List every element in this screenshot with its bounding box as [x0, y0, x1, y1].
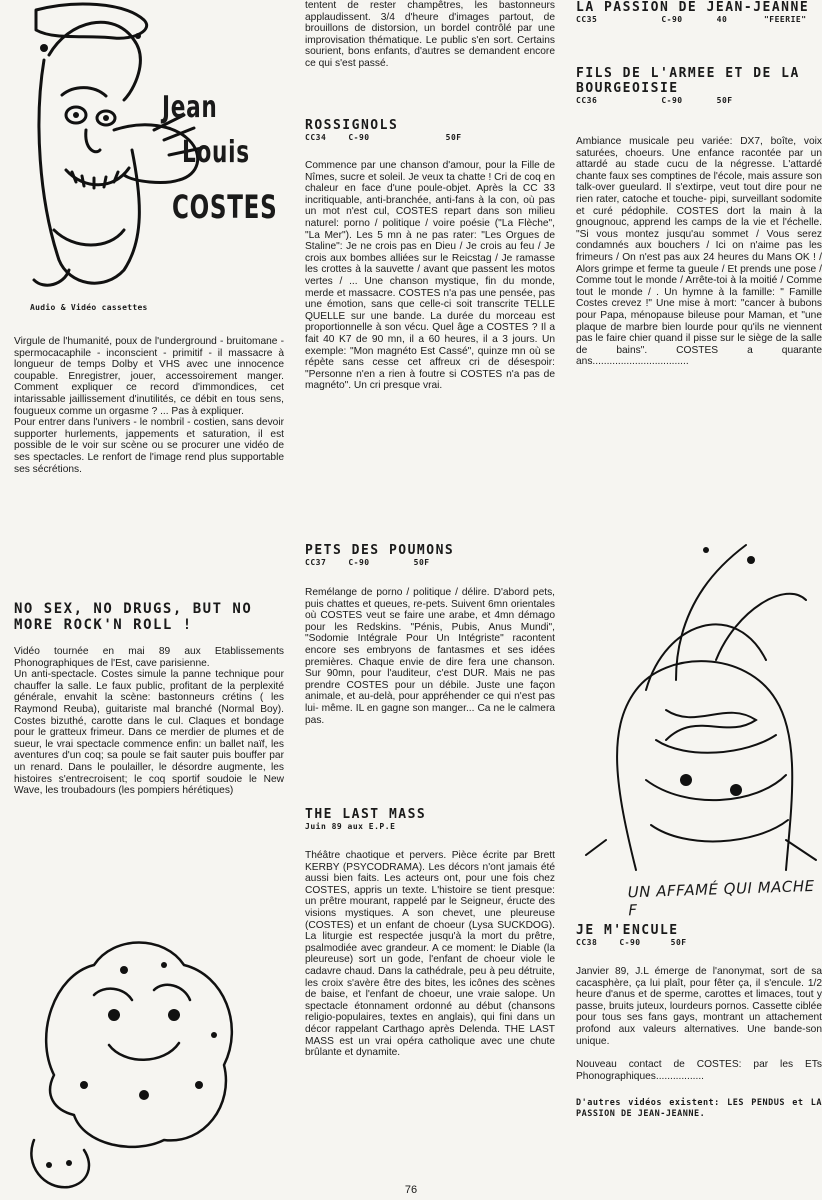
cassette-price: 50F: [445, 133, 462, 142]
cassette-meta: [576, 938, 822, 948]
cassette-code: CC36: [576, 96, 598, 105]
cassette-code: CC35: [576, 15, 598, 24]
section-heading: JE M'ENCULE: [576, 923, 679, 938]
cassette-meta: [576, 15, 822, 25]
section-je-m-encule: [576, 923, 822, 952]
rossignols-body: Commence par une chanson d'amour, pour la Fille de Nîmes, sucre et soleil. Je veux ta chatte ! Cri de coq en chaleur en face d'une poule-objet. Après la CC 33 incritiquable, anti-branchée, anti-fans à la con, où pas un mot n'est cul, COSTES repart dans son milieu naturel: porno / politique / voire poésie ("La Flèche", "La Mer"). Les 5 mn à ne pas rater: "Les Orgues de Staline": Je ne crois pas en Dieu / Je crois au feu / Je crois aux bombes alliées sur le Reicstag / Je ramasse les crottes à la sauvette / avant que passent les motos vertes / ... Une chanson mystique, fin du monde, merde et massacre. COSTES n'a pas une pensée, pas une émotion, sans que celle-ci soit transcrite TELLE QUELLE sur une bande. La durée du morceau est proportionnelle à son vécu. Quel âge a COSTES ? Il a fait 40 K7 de 90 mn, il a 60 heures, il a 3 jours. Un exemple: "Mon magnéto Est Cassé", quinze mn où se répète sans cesse cet affreux cri de désespoir: "Personne n'en a rien à foutre si COSTES n'a pas de magnéto". Un cri presque vrai.: [305, 160, 555, 392]
cassette-price: 50F: [670, 938, 687, 947]
je-m-encule-body: [576, 966, 822, 1120]
no-sex-paragraph-1: Vidéo tournée en mai 89 aux Etablissements Phonographiques de l'Est, cave parisienne.: [14, 646, 284, 669]
intro-paragraph-2: Pour entrer dans l'univers - le nombril - costien, sans devoir supporter hurlements, jappements et saturation, il est possible de le voir sur scène ou se procurer une vidéo de ses spectacles. Le renfort de l'image rend plus supportable ses sécrétions.: [14, 417, 284, 475]
je-m-encule-paragraph: Janvier 89, J.L émerge de l'anonymat, sort de sa cacasphère, ça lui plaît, pour fêter ça, il s'encule. 1/2 heure d'anus et de sperme, carottes et limaces, tout y passe, bruits juteux, lourdeurs pornos. Cassette ciblée pour tous ses fans gays, montrant un attachement profond aux valeurs alternatives. Une bande-son unique.: [576, 966, 822, 1047]
cassette-format: C-90: [348, 133, 370, 142]
no-sex-body: [14, 646, 284, 797]
intro-paragraph-1: Virgule de l'humanité, poux de l'underground - bruitomane - spermocacaphile - inconscient - primitif - il massacre à longueur de temps Dolby et VHS avec une innocence coupable. Enregistrer, jouer, accessoirement manger. Comment expliquer ce record d'immondices, cet intarissable jaillissement d'inutilités, ce débit en tous sens, fougueux comme un orgasme ? ... Pas à expliquer.: [14, 336, 284, 417]
title-first-name: Jean: [162, 90, 218, 125]
monster-illustration: [14, 925, 284, 1195]
section-pets-des-poumons: [305, 543, 555, 572]
page-number: 76: [404, 1184, 418, 1196]
pets-body: Remélange de porno / politique / délire. D'abord pets, puis chattes et queues, re-pets. Suivent 6mn orientales où COSTES veut se faire une arabe, et 4mn démago pour les Redskins. "Pénis, Pubis, Anus Mundi", "Sodomie Intégrale Pour Un Intégriste" racontent encore ses embryons de fantasmes et ses idées premières. Chaque envie de dire fera une chanson. Sur 90mn, pour l'auditeur, c'est DUR. Mais ne pas prendre COSTES pour un débile. Juste une façon animale, et au-delà, pour appréhender ce qui n'est pas lui- même. IL en gagne son manger... Ca ne le calmera pas.: [305, 587, 555, 726]
cassette-price: 50F: [413, 558, 430, 567]
no-sex-paragraph-2: Un anti-spectacle. Costes simule la panne technique pour chauffer la salle. Le faux public, profitant de la perplexité générale, envahit la scène: bastonneurs crétins ( les Raymond Reuba), guitariste mal branché (Normal Boy). Costes bizuthé, carotte dans le cul. Claques et bondage pour le gratteux frimeur. Dans ce merdier de plumes et de sueur, le vrai spectacle commence enfin: un ballet naïf, les aventures d'un coq; sa poule se fait sauter puis bouffer par un renard. Dans le poulailler, le désordre augmente, les histoires s'entrecroisent; le coq sportif soudoie le New Wave, les troubadours (les pompiers hérétiques): [14, 669, 284, 797]
cassette-meta: [305, 133, 555, 143]
cassette-format: C-90: [619, 938, 641, 947]
section-heading: THE LAST MASS: [305, 807, 427, 822]
last-mass-body: Théâtre chaotique et pervers. Pièce écrite par Brett KERBY (PSYCODRAMA). Les décors n'ont jamais été aussi bien faits. Les acteurs ont, pour une fois chez COSTES, appris un texte. L'histoire se tient presque: un prêtre mourant, rappelé par le Seigneur, éructe des visions mystiques. A son chevet, une pleureuse (COSTES) et un enfant de choeur (Lysa SUCKDOG). La liturgie est respectée jusqu'à la mort du prêtre, psalmodiée avec grandeur. A ce moment: le Diable (la pleureuse) sort un gode, l'enfant de choeur viole le cadavre chaud. Dans la cathédrale, peu à peu détruite, les croix s'avère être des bites, les icônes des scènes de baise, et l'enfant de choeur, une vraie salope. Un spectacle étonnament ordonné au début (chansons religio-populaires, textes en anglais), qui fini dans un décor rappelant Carthago après Delenda. THE LAST MASS est un vrai opéra catholique avec une chute brûlante et dynamite.: [305, 850, 555, 1059]
cassette-price: 50F: [716, 96, 733, 105]
cassette-format: C-90: [661, 96, 683, 105]
cassette-note: "FEERIE": [763, 15, 807, 24]
title-last-name: COSTES: [172, 188, 278, 226]
section-heading: PETS DES POUMONS: [305, 543, 455, 558]
cassette-meta: [576, 96, 822, 106]
cassette-code: CC34: [305, 133, 327, 142]
section-heading: ROSSIGNOLS: [305, 118, 399, 133]
cassette-code: CC38: [576, 938, 598, 947]
section-heading: FILS DE L'ARMEE ET DE LA BOURGEOISIE: [576, 66, 800, 96]
fils-body: Ambiance musicale peu variée: DX7, boîte, voix saturées, choeurs. Une enfance racontée par un attardé au stade cucu de la négresse. L'attardé chante faux ses comptines de l'école, mais assure son talk-over gueulard. Il s'extirpe, veut tout dire pour ne rien rater, catoche et touche- pipi, surveillant sodomite et curé pédophile. COSTES dort la main à la gnougnouc, apprend les camps de la vie et l'échelle. "Si vous montez jusqu'au sommet / Vous serez condamnés aux bouchers / Ici on n'aime pas les frimeurs / On n'est pas aux 24 heures du Mans OK ! / Alors grimpe et ferme ta gueule / Et prends une pose / Comme tout le monde / Arrête-toi à la moitié / Comme tout le monde / . Un hymne à la famille: " Famille Costes crevez !" Une mise à mort: "cancer à bubons pour Papa, ménopause bileuse pour Maman, et "une plaque de marbre bien lourde pour qu'ils ne viennent pas le faire chier quand il pisse sur le siège de la salle de bains". COSTES a quarante ans..................................: [576, 136, 822, 368]
section-fils-de-l-armee: [576, 66, 822, 110]
section-passion: [576, 0, 822, 29]
contact-note: Nouveau contact de COSTES: par les ETs Phonographiques.................: [576, 1059, 822, 1082]
scribbled-head-illustration: [576, 540, 822, 880]
title-middle-name: Louis: [182, 135, 250, 170]
section-no-sex: [14, 601, 284, 633]
other-videos-note: D'autres vidéos existent: LES PENDUS et LA PASSION DE JEAN-JEANNE.: [576, 1098, 822, 1120]
cassette-format: C-90: [348, 558, 370, 567]
section-last-mass: [305, 807, 555, 836]
cassette-code: CC37: [305, 558, 327, 567]
cassette-meta: [305, 558, 555, 568]
illustration-caption: UN AFFAMÉ QUI MACHE F: [627, 876, 815, 920]
cassette-price: 40: [716, 15, 728, 24]
section-heading: NO SEX, NO DRUGS, BUT NO MORE ROCK'N ROLL !: [14, 601, 253, 633]
section-heading: LA PASSION DE JEAN-JEANNE: [576, 0, 810, 15]
title-subtitle: Audio & Vidéo cassettes: [30, 303, 148, 312]
section-date: Juin 89 aux E.P.E: [305, 822, 396, 831]
section-rossignols: [305, 118, 555, 147]
no-sex-continuation: tentent de rester champêtres, les bastonneurs applaudissent. 3/4 d'heure d'images partout, de brouillons de distorsion, un bordel contrôlé par une improvisation thématique. Le public s'en sort. Certains sourient, bons enfants, d'autres se demandent encore ce qui s'est passé.: [305, 0, 555, 69]
intro-text: [14, 336, 284, 475]
cassette-format: C-90: [661, 15, 683, 24]
